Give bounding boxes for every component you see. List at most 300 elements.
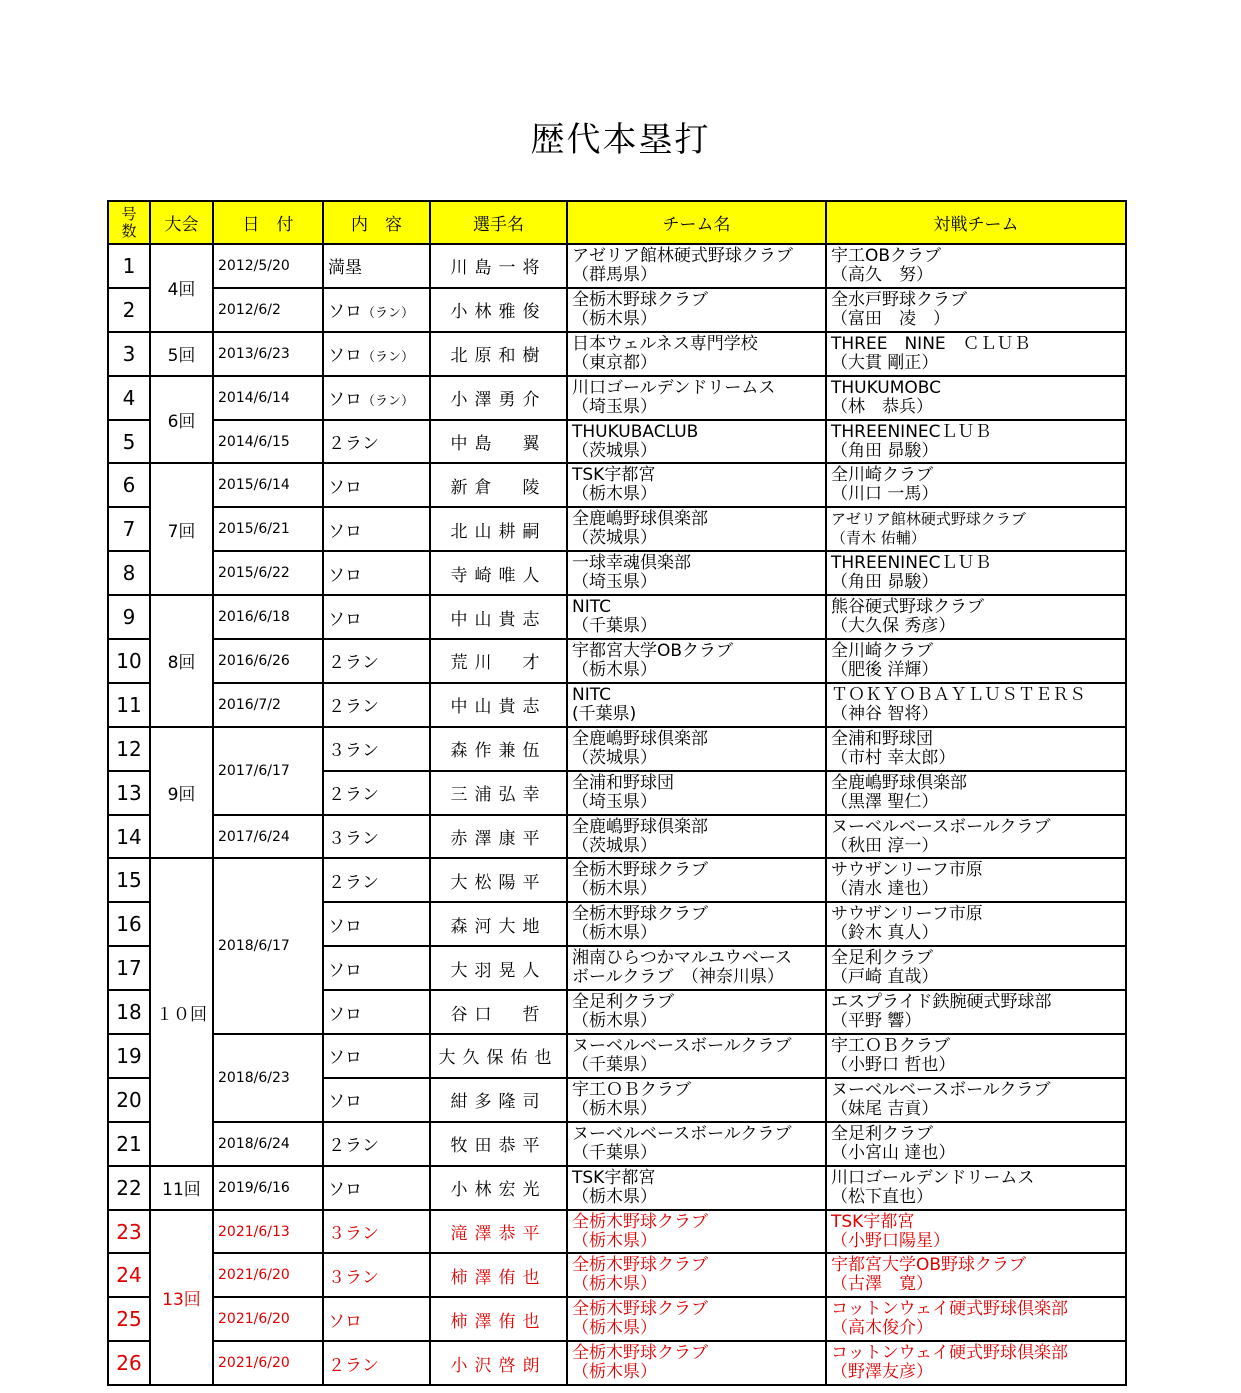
opponent-pitcher: （大貫 剛正） — [831, 352, 939, 373]
team-cell — [567, 815, 826, 859]
team-prefecture: （栃木県） — [572, 659, 657, 680]
row-number: 3 — [108, 332, 150, 376]
team-prefecture: （栃木県） — [572, 308, 657, 329]
team-prefecture: ボールクラブ （神奈川県） — [572, 967, 784, 988]
opponent-cell — [826, 1166, 1126, 1210]
row-number: 18 — [108, 990, 150, 1034]
player-name: 大松陽平 — [430, 858, 567, 902]
player-name: 滝澤恭平 — [430, 1210, 567, 1254]
team-prefecture: （茨城県） — [572, 528, 657, 549]
opponent-name: ＴＯＫＹＯＢＡＹＬＵＳＴＥＲＳ — [831, 684, 1086, 705]
content-cell — [323, 727, 430, 771]
team-name: 湘南ひらつかマルユウベース — [572, 948, 792, 969]
team-name: NITC — [572, 597, 611, 618]
row-number: 15 — [108, 858, 150, 902]
opponent-pitcher: （秋田 淳一） — [831, 835, 939, 856]
team-cell — [567, 1122, 826, 1166]
tournament-cell: 4回 — [150, 244, 213, 332]
team-cell — [567, 990, 826, 1034]
tournament-cell: 6回 — [150, 376, 213, 464]
row-number: 16 — [108, 902, 150, 946]
opponent-name: コットンウェイ硬式野球倶楽部 — [831, 1343, 1068, 1364]
team-cell — [567, 683, 826, 727]
content-cell — [323, 551, 430, 595]
team-prefecture: （栃木県） — [572, 484, 657, 505]
date-cell: 2016/7/2 — [213, 683, 323, 727]
content-main: ソロ — [328, 1311, 362, 1332]
player-name: 中島 翼 — [430, 420, 567, 464]
content-cell — [323, 1034, 430, 1078]
team-cell — [567, 376, 826, 420]
content-main: ３ラン — [328, 741, 379, 762]
team-prefecture: （埼玉県） — [572, 396, 657, 417]
opponent-name: 全鹿嶋野球倶楽部 — [831, 772, 967, 793]
opponent-cell — [826, 902, 1126, 946]
date-cell: 2017/6/24 — [213, 815, 323, 859]
team-prefecture: （千葉県） — [572, 1054, 657, 1075]
team-prefecture: （栃木県） — [572, 1230, 657, 1251]
team-cell — [567, 1297, 826, 1341]
team-cell — [567, 551, 826, 595]
content-main: ソロ — [328, 390, 362, 411]
opponent-name: 宇工ＯＢクラブ — [831, 1035, 950, 1056]
tournament-cell: 13回 — [150, 1210, 213, 1386]
content-main: ソロ — [328, 346, 362, 367]
row-number: 17 — [108, 946, 150, 990]
team-name: 全鹿嶋野球倶楽部 — [572, 728, 708, 749]
team-prefecture: （栃木県） — [572, 923, 657, 944]
player-name: 牧田恭平 — [430, 1122, 567, 1166]
team-name: TSK宇都宮 — [572, 465, 656, 486]
player-name: 紺多隆司 — [430, 1078, 567, 1122]
content-main: ソロ — [328, 302, 362, 323]
team-cell — [567, 1034, 826, 1078]
team-cell — [567, 946, 826, 990]
player-name: 新倉 陵 — [430, 463, 567, 507]
content-cell — [323, 683, 430, 727]
player-name: 小沢啓朗 — [430, 1341, 567, 1385]
table-row — [108, 420, 1126, 464]
team-name: ヌーベルベースボールクラブ — [572, 1123, 792, 1144]
content-main: ソロ — [328, 1048, 362, 1069]
opponent-cell — [826, 288, 1126, 332]
content-cell — [323, 332, 430, 376]
opponent-cell — [826, 1341, 1126, 1385]
opponent-name: 宇都宮大学OB野球クラブ — [831, 1255, 1027, 1276]
content-main: ソロ — [328, 565, 362, 586]
opponent-name: ヌーベルベースボールクラブ — [831, 1079, 1051, 1100]
player-name: 森河大地 — [430, 902, 567, 946]
content-cell — [323, 815, 430, 859]
row-number: 13 — [108, 771, 150, 815]
header-number: 号 数 — [108, 201, 150, 244]
header-opponent: 対戦チーム — [826, 201, 1126, 244]
row-number: 19 — [108, 1034, 150, 1078]
opponent-pitcher: （神谷 智将） — [831, 703, 939, 724]
opponent-name: THUKUMOBC — [831, 377, 942, 398]
player-name: 中山貴志 — [430, 595, 567, 639]
team-cell — [567, 639, 826, 683]
team-prefecture: （栃木県） — [572, 1011, 657, 1032]
opponent-name: 全川崎クラブ — [831, 640, 933, 661]
team-cell — [567, 1078, 826, 1122]
team-cell — [567, 858, 826, 902]
row-number: 25 — [108, 1297, 150, 1341]
opponent-cell — [826, 1297, 1126, 1341]
content-main: ３ラン — [328, 829, 379, 850]
content-cell — [323, 420, 430, 464]
team-prefecture: （栃木県） — [572, 879, 657, 900]
opponent-name: 全足利クラブ — [831, 1123, 933, 1144]
date-cell: 2015/6/14 — [213, 463, 323, 507]
player-name: 柿澤侑也 — [430, 1297, 567, 1341]
opponent-name: 全足利クラブ — [831, 948, 933, 969]
team-name: 全栃木野球クラブ — [572, 1211, 708, 1232]
team-name: 全栃木野球クラブ — [572, 860, 708, 881]
row-number: 11 — [108, 683, 150, 727]
opponent-name: 川口ゴールデンドリームス — [831, 1167, 1035, 1188]
row-number: 1 — [108, 244, 150, 288]
row-number: 14 — [108, 815, 150, 859]
team-prefecture: (千葉県) — [572, 703, 637, 724]
content-main: ソロ — [328, 477, 362, 498]
team-cell — [567, 507, 826, 551]
opponent-cell — [826, 771, 1126, 815]
content-cell — [323, 595, 430, 639]
opponent-name: 全水戸野球クラブ — [831, 289, 967, 310]
content-main: ソロ — [328, 1004, 362, 1025]
team-name: 全栃木野球クラブ — [572, 1343, 708, 1364]
table-row — [108, 332, 1126, 376]
row-number: 5 — [108, 420, 150, 464]
team-name: 全栃木野球クラブ — [572, 904, 708, 925]
opponent-pitcher: （富田 凌 ） — [831, 308, 950, 329]
table-row — [108, 288, 1126, 332]
team-name: 全栃木野球クラブ — [572, 1255, 708, 1276]
date-cell: 2018/6/23 — [213, 1034, 323, 1122]
opponent-cell — [826, 639, 1126, 683]
date-cell: 2016/6/26 — [213, 639, 323, 683]
content-main: ソロ — [328, 960, 362, 981]
team-cell — [567, 1253, 826, 1297]
player-name: 赤澤康平 — [430, 815, 567, 859]
team-name: 日本ウェルネス専門学校 — [572, 333, 758, 354]
content-cell — [323, 1297, 430, 1341]
player-name: 小林宏光 — [430, 1166, 567, 1210]
team-cell — [567, 771, 826, 815]
content-main: ２ラン — [328, 1355, 379, 1376]
header-player: 選手名 — [430, 201, 567, 244]
content-note: （ラン） — [362, 306, 415, 322]
opponent-cell — [826, 332, 1126, 376]
team-prefecture: （茨城県） — [572, 747, 657, 768]
player-name: 川島一将 — [430, 244, 567, 288]
opponent-cell — [826, 1253, 1126, 1297]
content-cell — [323, 1210, 430, 1254]
player-name: 大羽晃人 — [430, 946, 567, 990]
date-cell: 2021/6/13 — [213, 1210, 323, 1254]
opponent-cell — [826, 595, 1126, 639]
content-main: ３ラン — [328, 1224, 379, 1245]
team-prefecture: （千葉県） — [572, 1142, 657, 1163]
table-row — [108, 1122, 1126, 1166]
content-main: ２ラン — [328, 872, 379, 893]
content-cell — [323, 463, 430, 507]
content-main: ２ラン — [328, 653, 379, 674]
team-cell — [567, 420, 826, 464]
header-team: チーム名 — [567, 201, 826, 244]
page-title: 歴代本塁打 — [530, 120, 711, 160]
content-cell — [323, 244, 430, 288]
content-note: （ラン） — [362, 350, 415, 366]
content-cell — [323, 990, 430, 1034]
team-name: THUKUBACLUB — [572, 421, 699, 442]
opponent-pitcher: （小野口 哲也） — [831, 1054, 956, 1075]
row-number: 9 — [108, 595, 150, 639]
content-main: ２ラン — [328, 697, 379, 718]
home-run-table — [107, 200, 1127, 1386]
table-row — [108, 376, 1126, 420]
team-cell — [567, 1341, 826, 1385]
opponent-pitcher: （角田 昴駿） — [831, 440, 939, 461]
team-name: 全鹿嶋野球倶楽部 — [572, 509, 708, 530]
team-name: 宇工ＯＢクラブ — [572, 1079, 691, 1100]
opponent-pitcher: （小野口陽星） — [831, 1230, 950, 1251]
opponent-cell — [826, 244, 1126, 288]
opponent-cell — [826, 463, 1126, 507]
opponent-pitcher: （高久 努） — [831, 264, 933, 285]
table-row — [108, 244, 1126, 288]
content-cell — [323, 771, 430, 815]
team-cell — [567, 595, 826, 639]
opponent-name: TSK宇都宮 — [831, 1211, 915, 1232]
opponent-name: サウザンリーフ市原 — [831, 860, 983, 881]
row-number: 22 — [108, 1166, 150, 1210]
content-main: ソロ — [328, 916, 362, 937]
team-prefecture: （栃木県） — [572, 1186, 657, 1207]
opponent-pitcher: （市村 幸太郎） — [831, 747, 956, 768]
tournament-cell: 8回 — [150, 595, 213, 727]
table-row — [108, 1166, 1126, 1210]
team-prefecture: （栃木県） — [572, 1362, 657, 1383]
team-name: ヌーベルベースボールクラブ — [572, 1035, 792, 1056]
opponent-pitcher: （妹尾 吉貢） — [831, 1098, 939, 1119]
opponent-name: コットンウェイ硬式野球倶楽部 — [831, 1299, 1068, 1320]
tournament-cell: 5回 — [150, 332, 213, 376]
table-row — [108, 683, 1126, 727]
opponent-name: THREENINECＬＵＢ — [831, 553, 992, 574]
opponent-name: ヌーベルベースボールクラブ — [831, 816, 1051, 837]
team-name: アゼリア館林硬式野球クラブ — [572, 245, 793, 266]
table-row — [108, 727, 1126, 771]
opponent-pitcher: （松下直也） — [831, 1186, 933, 1207]
content-cell — [323, 507, 430, 551]
opponent-pitcher: （野澤友彦） — [831, 1362, 933, 1383]
content-main: ソロ — [328, 521, 362, 542]
opponent-pitcher: （高木俊介） — [831, 1318, 933, 1339]
table-row — [108, 463, 1126, 507]
row-number: 8 — [108, 551, 150, 595]
player-name: 谷口 哲 — [430, 990, 567, 1034]
date-cell: 2012/6/2 — [213, 288, 323, 332]
table-row — [108, 1297, 1126, 1341]
team-prefecture: （千葉県） — [572, 616, 657, 637]
opponent-cell — [826, 815, 1126, 859]
opponent-pitcher: （戸崎 直哉） — [831, 967, 939, 988]
date-cell: 2012/5/20 — [213, 244, 323, 288]
date-cell: 2014/6/14 — [213, 376, 323, 420]
row-number: 23 — [108, 1210, 150, 1254]
content-cell — [323, 1253, 430, 1297]
content-cell — [323, 858, 430, 902]
content-main: ２ラン — [328, 434, 379, 454]
table-row — [108, 639, 1126, 683]
team-cell — [567, 332, 826, 376]
opponent-pitcher: （林 恭兵） — [831, 396, 933, 417]
opponent-cell — [826, 946, 1126, 990]
header-date: 日 付 — [213, 201, 323, 244]
team-prefecture: （栃木県） — [572, 1274, 657, 1295]
player-name: 寺崎唯人 — [430, 551, 567, 595]
opponent-pitcher: （平野 響） — [831, 1011, 922, 1032]
team-prefecture: （埼玉県） — [572, 572, 657, 593]
opponent-name: サウザンリーフ市原 — [831, 904, 983, 925]
opponent-cell — [826, 420, 1126, 464]
team-prefecture: （埼玉県） — [572, 791, 657, 812]
table-row — [108, 1034, 1126, 1078]
team-cell — [567, 727, 826, 771]
team-prefecture: （栃木県） — [572, 1098, 657, 1119]
table-row — [108, 507, 1126, 551]
row-number: 7 — [108, 507, 150, 551]
opponent-cell — [826, 376, 1126, 420]
player-name: 森作兼伍 — [430, 727, 567, 771]
opponent-cell — [826, 1078, 1126, 1122]
team-prefecture: （栃木県） — [572, 1318, 657, 1339]
team-name: 一球幸魂倶楽部 — [572, 553, 691, 574]
opponent-cell — [826, 1122, 1126, 1166]
team-name: 全栃木野球クラブ — [572, 289, 708, 310]
opponent-cell — [826, 551, 1126, 595]
content-cell — [323, 946, 430, 990]
date-cell: 2018/6/17 — [213, 858, 323, 1034]
tournament-cell: １０回 — [150, 858, 213, 1165]
row-number: 24 — [108, 1253, 150, 1297]
row-number: 4 — [108, 376, 150, 420]
content-cell — [323, 639, 430, 683]
team-name: 全鹿嶋野球倶楽部 — [572, 816, 708, 837]
content-cell — [323, 1122, 430, 1166]
header-row — [108, 201, 1126, 244]
opponent-name: THREENINECＬＵＢ — [831, 421, 992, 442]
team-cell — [567, 1166, 826, 1210]
content-main: ２ラン — [328, 785, 379, 806]
content-note: （ラン） — [362, 394, 415, 410]
table-row — [108, 1253, 1126, 1297]
row-number: 6 — [108, 463, 150, 507]
opponent-name: アゼリア館林硬式野球クラブ — [831, 510, 1026, 529]
date-cell: 2021/6/20 — [213, 1297, 323, 1341]
team-cell — [567, 463, 826, 507]
opponent-pitcher: （川口 一馬） — [831, 484, 939, 505]
content-cell — [323, 1078, 430, 1122]
team-prefecture: （東京都） — [572, 352, 657, 373]
content-main: ソロ — [328, 609, 362, 630]
opponent-pitcher: （清水 達也） — [831, 879, 939, 900]
team-name: 全浦和野球団 — [572, 772, 674, 793]
table-row — [108, 551, 1126, 595]
content-cell — [323, 376, 430, 420]
row-number: 2 — [108, 288, 150, 332]
table-row — [108, 1341, 1126, 1385]
header-tournament: 大会 — [150, 201, 213, 244]
opponent-pitcher: （青木 佑輔） — [831, 529, 926, 548]
content-cell — [323, 1166, 430, 1210]
team-cell — [567, 1210, 826, 1254]
row-number: 21 — [108, 1122, 150, 1166]
opponent-name: 熊谷硬式野球クラブ — [831, 597, 984, 618]
content-cell — [323, 902, 430, 946]
date-cell: 2017/6/17 — [213, 727, 323, 815]
opponent-cell — [826, 990, 1126, 1034]
content-cell — [323, 1341, 430, 1385]
row-number: 12 — [108, 727, 150, 771]
team-prefecture: （茨城県） — [572, 835, 657, 856]
date-cell: 2015/6/22 — [213, 551, 323, 595]
date-cell: 2019/6/16 — [213, 1166, 323, 1210]
opponent-pitcher: （肥後 洋輝） — [831, 659, 939, 680]
tournament-cell: 11回 — [150, 1166, 213, 1210]
opponent-pitcher: （鈴木 真人） — [831, 923, 939, 944]
opponent-pitcher: （大久保 秀彦） — [831, 616, 956, 637]
header-content: 内 容 — [323, 201, 430, 244]
opponent-pitcher: （古澤 寛） — [831, 1274, 933, 1295]
row-number: 10 — [108, 639, 150, 683]
player-name: 柿澤侑也 — [430, 1253, 567, 1297]
content-main: ２ラン — [328, 1136, 379, 1157]
player-name: 北山耕嗣 — [430, 507, 567, 551]
team-name: TSK宇都宮 — [572, 1167, 656, 1188]
player-name: 北原和樹 — [430, 332, 567, 376]
date-cell: 2015/6/21 — [213, 507, 323, 551]
team-cell — [567, 288, 826, 332]
opponent-name: THREE NINE ＣＬＵＢ — [831, 333, 1031, 354]
table-row — [108, 1210, 1126, 1254]
opponent-pitcher: （角田 昴駿） — [831, 572, 939, 593]
player-name: 大久保佑也 — [430, 1034, 567, 1078]
opponent-name: 全川崎クラブ — [831, 465, 933, 486]
player-name: 荒川 才 — [430, 639, 567, 683]
team-name: 宇都宮大学OBクラブ — [572, 640, 734, 661]
team-prefecture: （群馬県） — [572, 264, 657, 285]
date-cell: 2021/6/20 — [213, 1253, 323, 1297]
content-main: ３ラン — [328, 1267, 379, 1288]
date-cell: 2018/6/24 — [213, 1122, 323, 1166]
player-name: 小澤勇介 — [430, 376, 567, 420]
table-row — [108, 815, 1126, 859]
date-cell: 2021/6/20 — [213, 1341, 323, 1385]
content-main: 満塁 — [328, 258, 362, 279]
content-main: ソロ — [328, 1092, 362, 1113]
tournament-cell: 7回 — [150, 463, 213, 595]
opponent-name: 全浦和野球団 — [831, 728, 933, 749]
opponent-cell — [826, 727, 1126, 771]
row-number: 20 — [108, 1078, 150, 1122]
content-main: ソロ — [328, 1180, 362, 1201]
team-name: 川口ゴールデンドリームス — [572, 377, 776, 398]
opponent-cell — [826, 683, 1126, 727]
date-cell: 2016/6/18 — [213, 595, 323, 639]
